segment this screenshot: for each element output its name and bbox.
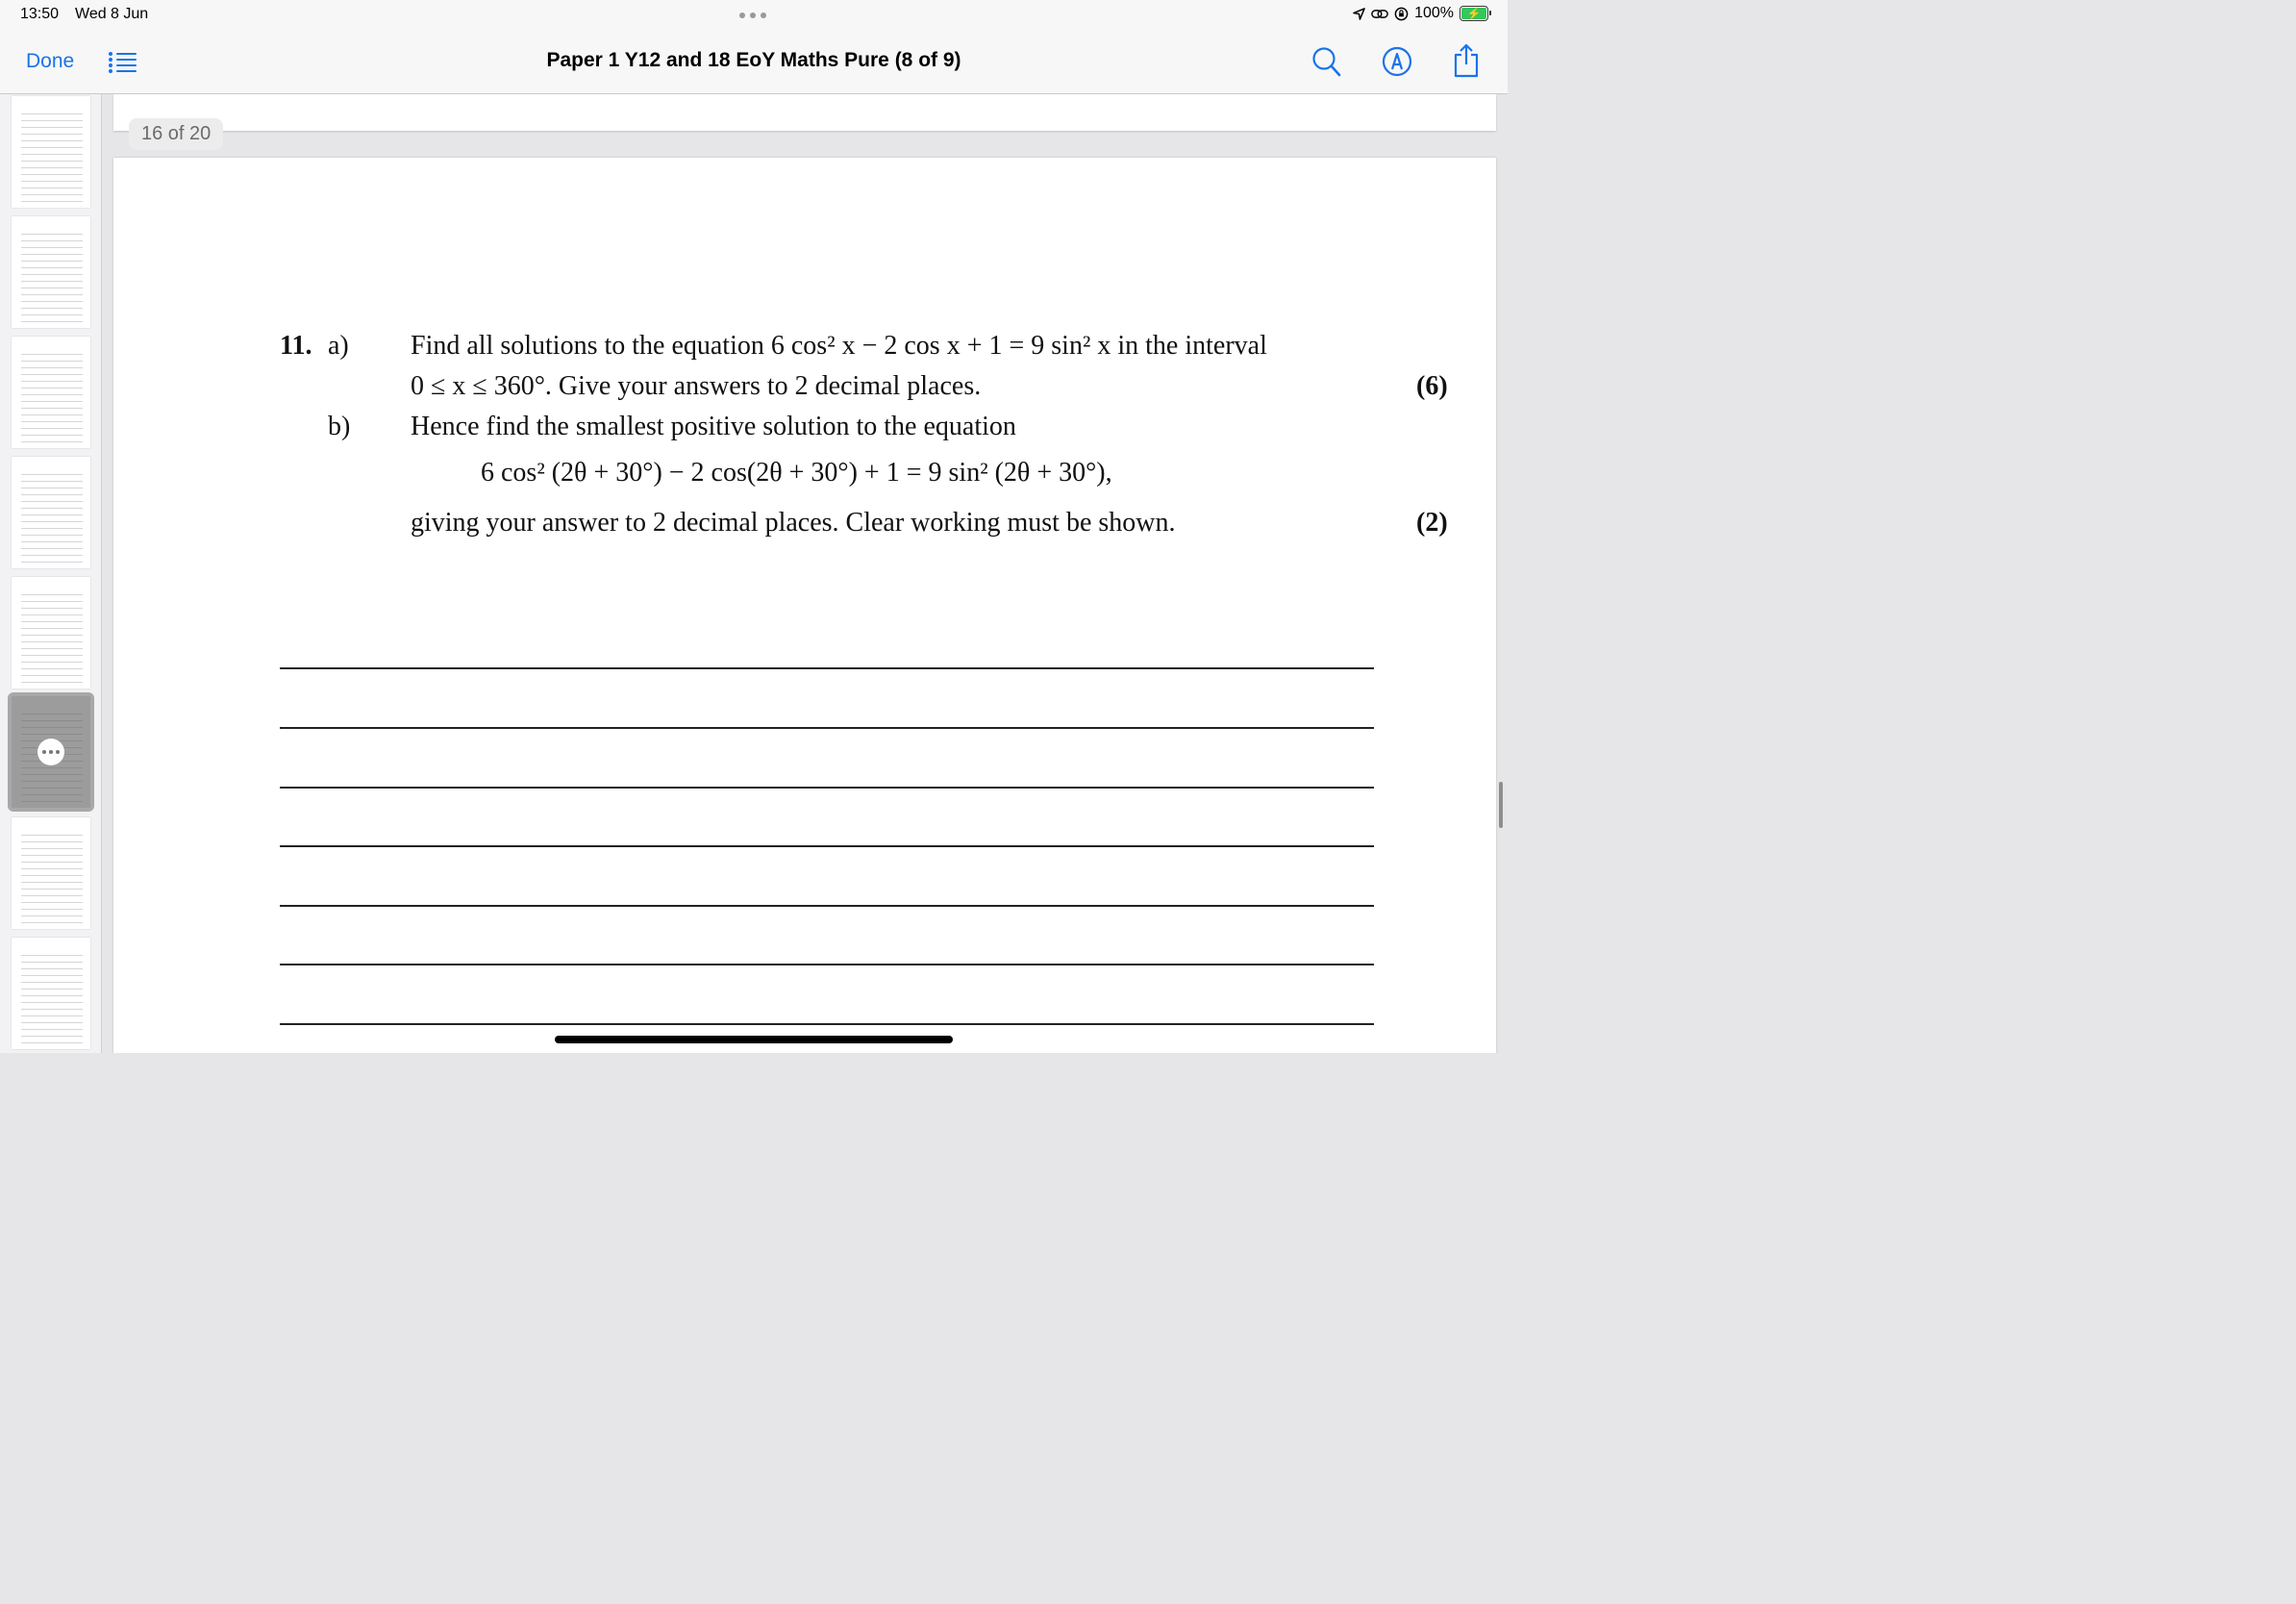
- answer-line: [280, 905, 1374, 907]
- part-a-line2: 0 ≤ x ≤ 360°. Give your answers to 2 decimal places.: [411, 371, 982, 401]
- page-thumbnail[interactable]: [12, 216, 90, 328]
- part-a-label: a): [328, 331, 349, 361]
- done-button[interactable]: Done: [26, 50, 75, 72]
- question-number: 11.: [280, 331, 312, 361]
- rotation-lock-icon: [1394, 7, 1409, 21]
- part-b-label: b): [328, 412, 351, 441]
- scrollbar[interactable]: [1499, 782, 1503, 828]
- document-page: [113, 158, 1496, 1053]
- status-date: Wed 8 Jun: [75, 6, 149, 22]
- page-thumbnail[interactable]: [12, 457, 90, 568]
- page-thumbnail[interactable]: [12, 577, 90, 689]
- page-thumbnail-selected[interactable]: [8, 692, 94, 812]
- toolbar: [0, 29, 1508, 94]
- part-b-line3: giving your answer to 2 decimal places. Clear working must be shown.: [411, 508, 1176, 538]
- search-icon[interactable]: [1312, 46, 1341, 77]
- answer-line: [280, 727, 1374, 729]
- markup-icon[interactable]: [1382, 46, 1412, 77]
- link-icon: [1371, 8, 1388, 20]
- answer-line: [280, 845, 1374, 847]
- page-thumbnail[interactable]: [12, 938, 90, 1049]
- answer-line: [280, 787, 1374, 789]
- previous-page: [113, 94, 1496, 131]
- status-right: [1353, 5, 1488, 22]
- home-indicator[interactable]: [555, 1036, 953, 1043]
- multitasking-dots-icon[interactable]: [739, 13, 766, 18]
- page-thumbnail[interactable]: [12, 817, 90, 929]
- answer-line: [280, 1023, 1374, 1025]
- status-time: 13:50: [20, 6, 60, 22]
- battery-percent: 100%: [1414, 5, 1454, 21]
- part-b-marks: (2): [1416, 508, 1448, 538]
- thumbnail-sidebar[interactable]: [0, 94, 102, 1053]
- location-icon: [1353, 8, 1365, 20]
- document-viewer[interactable]: [102, 94, 1508, 1053]
- thumbnail-more-icon[interactable]: [37, 739, 64, 765]
- answer-line: [280, 964, 1374, 965]
- part-a-line1: Find all solutions to the equation 6 cos² x − 2 cos x + 1 = 9 sin² x in the interval: [411, 331, 1267, 361]
- answer-line: [280, 667, 1374, 669]
- page-thumbnail[interactable]: [12, 96, 90, 208]
- page-indicator: 16 of 20: [129, 118, 223, 150]
- part-a-marks: (6): [1416, 371, 1448, 401]
- part-b-equation: 6 cos² (2θ + 30°) − 2 cos(2θ + 30°) + 1 = 9 sin² (2θ + 30°),: [481, 458, 1112, 488]
- status-bar: [0, 0, 1508, 29]
- share-icon[interactable]: [1453, 43, 1480, 78]
- part-b-line1: Hence find the smallest positive solution to the equation: [411, 412, 1016, 441]
- document-title: Paper 1 Y12 and 18 EoY Maths Pure (8 of 9): [546, 49, 961, 71]
- page-thumbnail[interactable]: [12, 337, 90, 448]
- battery-icon: ⚡: [1460, 6, 1488, 21]
